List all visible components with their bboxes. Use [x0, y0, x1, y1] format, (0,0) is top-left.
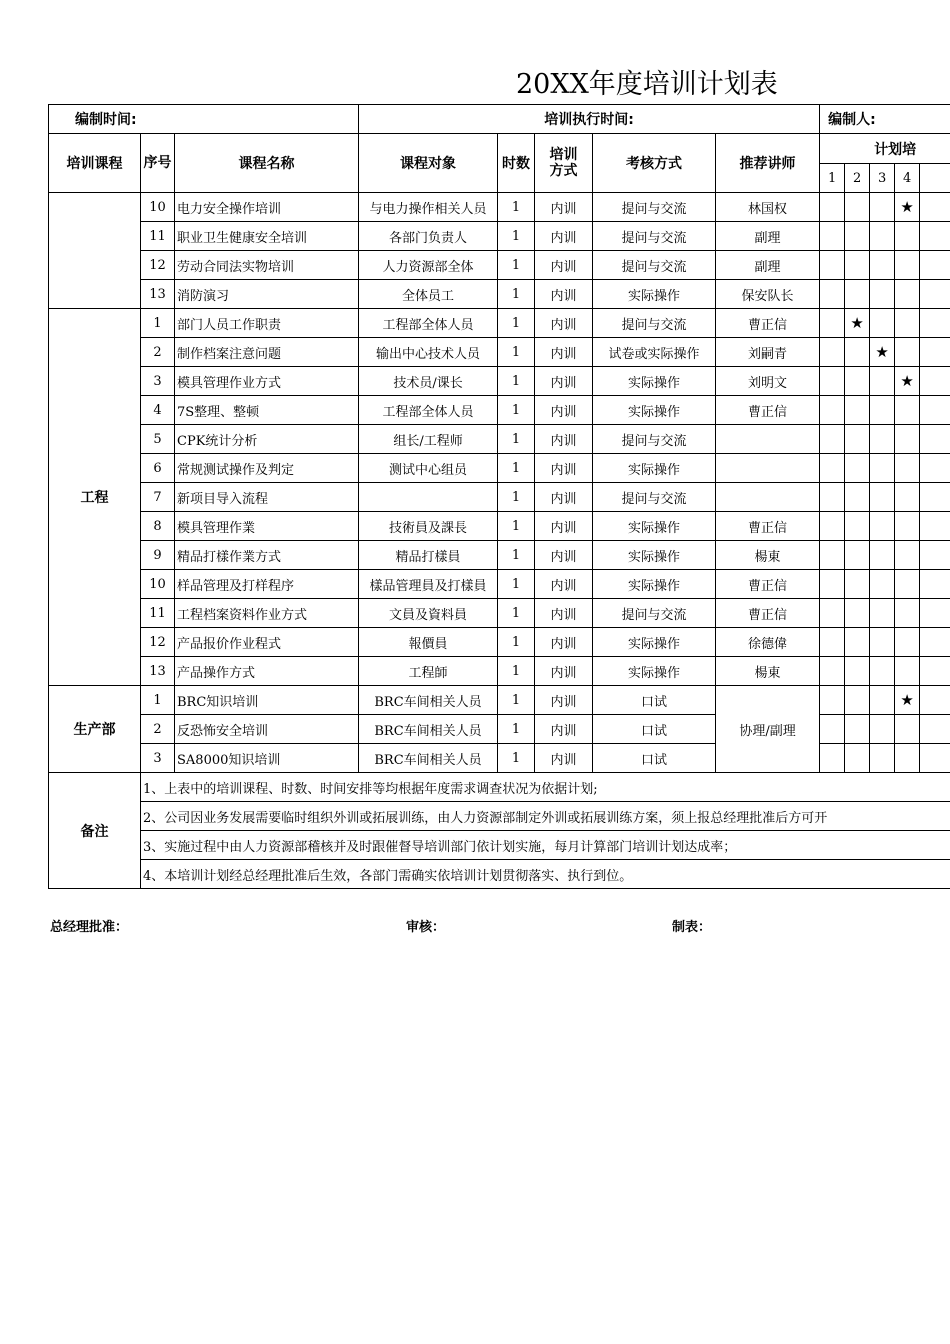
compile-time-label: 编制时间: — [49, 105, 359, 134]
seq-cell: 10 — [141, 570, 175, 599]
plan-month-cell — [870, 396, 895, 425]
hours-cell: 1 — [498, 483, 535, 512]
course-name-cell: 新项目导入流程 — [175, 483, 359, 512]
mode-cell: 内训 — [535, 222, 593, 251]
plan-month-cell — [870, 657, 895, 686]
plan-month-cell — [895, 454, 920, 483]
plan-month-cell — [820, 367, 845, 396]
lecturer-cell: 曹正信 — [716, 570, 820, 599]
lecturer-cell: 曹正信 — [716, 309, 820, 338]
footer-prepare: 制表： — [672, 920, 712, 935]
plan-month-cell — [820, 541, 845, 570]
seq-cell: 11 — [141, 222, 175, 251]
plan-month-cell — [845, 367, 870, 396]
plan-month-cell — [845, 512, 870, 541]
plan-month-cell — [895, 280, 920, 309]
plan-month-cell — [820, 280, 845, 309]
plan-month-cell — [820, 309, 845, 338]
assess-cell: 实际操作 — [593, 454, 716, 483]
course-name-cell: 模具管理作业方式 — [175, 367, 359, 396]
plan-month-cell — [920, 541, 950, 570]
table-row — [49, 222, 950, 251]
plan-month-cell — [845, 251, 870, 280]
mode-cell: 内训 — [535, 512, 593, 541]
target-cell: 技術員及課長 — [359, 512, 498, 541]
table-row — [49, 512, 950, 541]
plan-month-cell — [870, 628, 895, 657]
hours-cell: 1 — [498, 309, 535, 338]
plan-month-cell — [870, 715, 895, 744]
plan-month-cell — [845, 222, 870, 251]
table-row — [49, 280, 950, 309]
plan-month-cell — [895, 396, 920, 425]
plan-month-cell — [845, 541, 870, 570]
plan-month-cell — [820, 454, 845, 483]
plan-month-cell — [895, 541, 920, 570]
table-row — [49, 309, 950, 338]
month-1-header: 1 — [820, 164, 845, 193]
plan-star-icon: ★ — [895, 367, 920, 396]
hours-cell: 1 — [498, 425, 535, 454]
target-cell: BRC车间相关人员 — [359, 715, 498, 744]
plan-month-cell — [920, 570, 950, 599]
plan-month-cell — [920, 193, 950, 222]
plan-month-cell — [845, 338, 870, 367]
target-cell: 技术员/课长 — [359, 367, 498, 396]
plan-month-cell — [895, 715, 920, 744]
plan-month-cell — [820, 338, 845, 367]
compiler-label: 编制人: — [820, 105, 950, 134]
hours-cell: 1 — [498, 628, 535, 657]
lecturer-cell: 曹正信 — [716, 599, 820, 628]
plan-star-icon: ★ — [895, 686, 920, 715]
seq-cell: 12 — [141, 628, 175, 657]
table-row — [49, 367, 950, 396]
remark-row — [49, 773, 950, 802]
plan-month-cell — [820, 425, 845, 454]
target-cell: 工程部全体人员 — [359, 396, 498, 425]
footer-review: 审核： — [406, 920, 446, 935]
plan-month-cell — [845, 454, 870, 483]
course-name-cell: 工程档案资料作业方式 — [175, 599, 359, 628]
plan-month-cell — [920, 512, 950, 541]
month-extra-header — [920, 164, 950, 193]
target-cell: BRC车间相关人员 — [359, 686, 498, 715]
table-row — [49, 628, 950, 657]
col-seq: 序号 — [141, 134, 175, 193]
plan-month-cell — [920, 338, 950, 367]
seq-cell: 13 — [141, 657, 175, 686]
category-cell: 工程 — [49, 309, 141, 686]
plan-month-cell — [845, 425, 870, 454]
plan-month-cell — [845, 193, 870, 222]
plan-month-cell — [920, 628, 950, 657]
plan-month-cell — [845, 599, 870, 628]
plan-month-cell — [820, 512, 845, 541]
plan-month-cell — [845, 744, 870, 773]
hours-cell: 1 — [498, 744, 535, 773]
seq-cell: 13 — [141, 280, 175, 309]
plan-month-cell — [820, 628, 845, 657]
target-cell: 全体员工 — [359, 280, 498, 309]
hours-cell: 1 — [498, 454, 535, 483]
plan-month-cell — [845, 280, 870, 309]
mode-cell: 内训 — [535, 715, 593, 744]
lecturer-cell: 林国权 — [716, 193, 820, 222]
mode-cell: 内训 — [535, 338, 593, 367]
training-plan-table — [48, 104, 950, 906]
plan-month-cell — [920, 454, 950, 483]
hours-cell: 1 — [498, 367, 535, 396]
target-cell: 文員及資料員 — [359, 599, 498, 628]
plan-month-cell — [845, 570, 870, 599]
plan-month-cell — [870, 541, 895, 570]
mode-cell: 内训 — [535, 657, 593, 686]
mode-cell: 内训 — [535, 570, 593, 599]
seq-cell: 1 — [141, 686, 175, 715]
target-cell: 组长/工程师 — [359, 425, 498, 454]
plan-month-cell — [895, 483, 920, 512]
plan-month-cell — [920, 715, 950, 744]
page-title: 20XX年度培训计划表 — [516, 69, 778, 100]
header-row — [49, 134, 950, 164]
month-3-header: 3 — [870, 164, 895, 193]
col-target: 课程对象 — [359, 134, 498, 193]
assess-cell: 实际操作 — [593, 628, 716, 657]
hours-cell: 1 — [498, 657, 535, 686]
col-lecturer: 推荐讲师 — [716, 134, 820, 193]
lecturer-cell: 刘嗣青 — [716, 338, 820, 367]
table-row — [49, 657, 950, 686]
target-cell: 人力资源部全体 — [359, 251, 498, 280]
mode-cell: 内训 — [535, 193, 593, 222]
plan-star-icon: ★ — [895, 193, 920, 222]
mode-cell: 内训 — [535, 309, 593, 338]
lecturer-cell: 楊東 — [716, 657, 820, 686]
course-name-cell: 电力安全操作培训 — [175, 193, 359, 222]
assess-cell: 提问与交流 — [593, 251, 716, 280]
plan-month-cell — [895, 570, 920, 599]
plan-month-cell — [845, 686, 870, 715]
mode-cell: 内训 — [535, 251, 593, 280]
target-cell — [359, 483, 498, 512]
plan-month-cell — [870, 686, 895, 715]
assess-cell: 口试 — [593, 686, 716, 715]
table-row — [49, 396, 950, 425]
target-cell: 樣品管理員及打樣員 — [359, 570, 498, 599]
plan-month-cell — [920, 251, 950, 280]
lecturer-cell: 曹正信 — [716, 512, 820, 541]
course-name-cell: 精品打樣作業方式 — [175, 541, 359, 570]
course-name-cell: 常规测试操作及判定 — [175, 454, 359, 483]
assess-cell: 实际操作 — [593, 280, 716, 309]
target-cell: 各部门负责人 — [359, 222, 498, 251]
plan-month-cell — [870, 193, 895, 222]
seq-cell: 7 — [141, 483, 175, 512]
mode-cell: 内训 — [535, 599, 593, 628]
plan-month-cell — [895, 744, 920, 773]
hours-cell: 1 — [498, 715, 535, 744]
mode-cell: 内训 — [535, 367, 593, 396]
mode-cell: 内训 — [535, 541, 593, 570]
plan-month-cell — [820, 686, 845, 715]
course-name-cell: 劳动合同法实物培训 — [175, 251, 359, 280]
plan-month-cell — [870, 309, 895, 338]
lecturer-cell: 刘明文 — [716, 367, 820, 396]
mode-cell: 内训 — [535, 425, 593, 454]
mode-cell: 内训 — [535, 280, 593, 309]
col-name: 课程名称 — [175, 134, 359, 193]
hours-cell: 1 — [498, 280, 535, 309]
seq-cell: 1 — [141, 309, 175, 338]
target-cell: BRC车间相关人员 — [359, 744, 498, 773]
plan-month-cell — [895, 251, 920, 280]
plan-month-cell — [895, 425, 920, 454]
plan-month-cell — [920, 367, 950, 396]
plan-star-icon: ★ — [870, 338, 895, 367]
target-cell: 工程師 — [359, 657, 498, 686]
assess-cell: 提问与交流 — [593, 599, 716, 628]
lecturer-cell: 协理/副理 — [716, 686, 820, 773]
plan-month-cell — [870, 280, 895, 309]
plan-month-cell — [920, 396, 950, 425]
exec-time-label: 培训执行时间: — [359, 105, 820, 134]
plan-month-cell — [920, 744, 950, 773]
plan-month-cell — [845, 715, 870, 744]
remark-row — [49, 860, 950, 889]
hours-cell: 1 — [498, 338, 535, 367]
plan-month-cell — [845, 628, 870, 657]
table-row — [49, 570, 950, 599]
course-name-cell: 部门人员工作职责 — [175, 309, 359, 338]
remark-row — [49, 831, 950, 860]
plan-month-cell — [845, 483, 870, 512]
assess-cell: 提问与交流 — [593, 483, 716, 512]
target-cell: 工程部全体人员 — [359, 309, 498, 338]
footer-approve: 总经理批准： — [50, 920, 129, 935]
course-name-cell: 样品管理及打样程序 — [175, 570, 359, 599]
course-name-cell: 模具管理作業 — [175, 512, 359, 541]
hours-cell: 1 — [498, 193, 535, 222]
seq-cell: 11 — [141, 599, 175, 628]
plan-month-cell — [920, 686, 950, 715]
plan-month-cell — [920, 222, 950, 251]
hours-cell: 1 — [498, 222, 535, 251]
assess-cell: 实际操作 — [593, 367, 716, 396]
remark-line: 2、公司因业务发展需要临时组织外训或拓展训练，由人力资源部制定外训或拓展训练方案，须上报总经理批准后方可开 — [141, 802, 950, 831]
plan-month-cell — [870, 570, 895, 599]
plan-month-cell — [820, 396, 845, 425]
plan-month-cell — [870, 512, 895, 541]
seq-cell: 4 — [141, 396, 175, 425]
plan-month-cell — [820, 744, 845, 773]
seq-cell: 8 — [141, 512, 175, 541]
plan-month-cell — [820, 570, 845, 599]
course-name-cell: 产品操作方式 — [175, 657, 359, 686]
assess-cell: 实际操作 — [593, 570, 716, 599]
plan-month-cell — [895, 599, 920, 628]
lecturer-cell — [716, 483, 820, 512]
course-name-cell: CPK统计分析 — [175, 425, 359, 454]
lecturer-cell: 保安队长 — [716, 280, 820, 309]
assess-cell: 实际操作 — [593, 657, 716, 686]
assess-cell: 提问与交流 — [593, 309, 716, 338]
plan-month-cell — [920, 425, 950, 454]
target-cell: 精品打樣員 — [359, 541, 498, 570]
plan-month-cell — [870, 454, 895, 483]
plan-month-cell — [845, 657, 870, 686]
plan-month-cell — [870, 222, 895, 251]
plan-month-cell — [820, 483, 845, 512]
remark-line: 3、实施过程中由人力资源部稽核并及时跟催督导培训部门依计划实施，每月计算部门培训计划达成率； — [141, 831, 950, 860]
col-plan: 计划培 — [820, 134, 950, 164]
target-cell: 報價員 — [359, 628, 498, 657]
course-name-cell: 7S整理、整顿 — [175, 396, 359, 425]
seq-cell: 10 — [141, 193, 175, 222]
table-row — [49, 425, 950, 454]
plan-month-cell — [845, 396, 870, 425]
table-row — [49, 338, 950, 367]
meta-row — [49, 105, 950, 134]
remarks-label: 备注 — [49, 773, 141, 889]
plan-month-cell — [870, 367, 895, 396]
col-assess: 考核方式 — [593, 134, 716, 193]
plan-month-cell — [820, 222, 845, 251]
seq-cell: 2 — [141, 338, 175, 367]
mode-cell: 内训 — [535, 686, 593, 715]
seq-cell: 12 — [141, 251, 175, 280]
plan-month-cell — [920, 483, 950, 512]
lecturer-cell: 徐德偉 — [716, 628, 820, 657]
lecturer-cell: 副理 — [716, 222, 820, 251]
seq-cell: 9 — [141, 541, 175, 570]
hours-cell: 1 — [498, 541, 535, 570]
assess-cell: 提问与交流 — [593, 425, 716, 454]
hours-cell: 1 — [498, 599, 535, 628]
plan-month-cell — [895, 628, 920, 657]
plan-month-cell — [920, 599, 950, 628]
plan-month-cell — [870, 483, 895, 512]
plan-month-cell — [820, 715, 845, 744]
seq-cell: 6 — [141, 454, 175, 483]
remark-line: 1、上表中的培训课程、时数、时间安排等均根据年度需求调查状况为依据计划; — [141, 773, 950, 802]
mode-cell: 内训 — [535, 483, 593, 512]
table-row — [49, 454, 950, 483]
category-cell: 生产部 — [49, 686, 141, 773]
plan-month-cell — [820, 599, 845, 628]
mode-cell: 内训 — [535, 744, 593, 773]
course-name-cell: 消防演习 — [175, 280, 359, 309]
course-name-cell: BRC知识培训 — [175, 686, 359, 715]
hours-cell: 1 — [498, 396, 535, 425]
remark-row — [49, 802, 950, 831]
plan-month-cell — [870, 425, 895, 454]
assess-cell: 试卷或实际操作 — [593, 338, 716, 367]
col-mode: 培训方式 — [535, 134, 593, 193]
assess-cell: 提问与交流 — [593, 222, 716, 251]
mode-cell: 内训 — [535, 454, 593, 483]
plan-month-cell — [895, 338, 920, 367]
lecturer-cell — [716, 454, 820, 483]
table-row — [49, 483, 950, 512]
month-2-header: 2 — [845, 164, 870, 193]
course-name-cell: 制作档案注意问题 — [175, 338, 359, 367]
category-cell — [49, 193, 141, 309]
table-row — [49, 193, 950, 222]
target-cell: 与电力操作相关人员 — [359, 193, 498, 222]
target-cell: 测试中心组员 — [359, 454, 498, 483]
plan-star-icon: ★ — [845, 309, 870, 338]
course-name-cell: 反恐怖安全培训 — [175, 715, 359, 744]
assess-cell: 口试 — [593, 744, 716, 773]
col-hours: 时数 — [498, 134, 535, 193]
hours-cell: 1 — [498, 570, 535, 599]
hours-cell: 1 — [498, 512, 535, 541]
plan-month-cell — [920, 657, 950, 686]
lecturer-cell: 副理 — [716, 251, 820, 280]
month-4-header: 4 — [895, 164, 920, 193]
lecturer-cell: 楊東 — [716, 541, 820, 570]
plan-month-cell — [870, 599, 895, 628]
mode-cell: 内训 — [535, 628, 593, 657]
lecturer-cell — [716, 425, 820, 454]
plan-month-cell — [920, 309, 950, 338]
plan-month-cell — [895, 309, 920, 338]
assess-cell: 实际操作 — [593, 541, 716, 570]
plan-month-cell — [895, 512, 920, 541]
table-row — [49, 541, 950, 570]
plan-month-cell — [870, 251, 895, 280]
target-cell: 输出中心技术人员 — [359, 338, 498, 367]
table-row — [49, 251, 950, 280]
table-row — [49, 599, 950, 628]
table-row — [49, 686, 950, 715]
remark-line: 4、本培训计划经总经理批准后生效，各部门需确实依培训计划贯彻落实、执行到位。 — [141, 860, 950, 889]
seq-cell: 5 — [141, 425, 175, 454]
col-category: 培训课程 — [49, 134, 141, 193]
assess-cell: 提问与交流 — [593, 193, 716, 222]
seq-cell: 3 — [141, 744, 175, 773]
plan-month-cell — [820, 251, 845, 280]
seq-cell: 2 — [141, 715, 175, 744]
course-name-cell: 产品报价作业程式 — [175, 628, 359, 657]
course-name-cell: 职业卫生健康安全培训 — [175, 222, 359, 251]
assess-cell: 实际操作 — [593, 512, 716, 541]
plan-month-cell — [870, 744, 895, 773]
course-name-cell: SA8000知识培训 — [175, 744, 359, 773]
plan-month-cell — [895, 657, 920, 686]
hours-cell: 1 — [498, 686, 535, 715]
lecturer-cell: 曹正信 — [716, 396, 820, 425]
plan-month-cell — [895, 222, 920, 251]
plan-month-cell — [820, 193, 845, 222]
plan-month-cell — [920, 280, 950, 309]
assess-cell: 实际操作 — [593, 396, 716, 425]
mode-cell: 内训 — [535, 396, 593, 425]
plan-month-cell — [820, 657, 845, 686]
hours-cell: 1 — [498, 251, 535, 280]
seq-cell: 3 — [141, 367, 175, 396]
assess-cell: 口试 — [593, 715, 716, 744]
